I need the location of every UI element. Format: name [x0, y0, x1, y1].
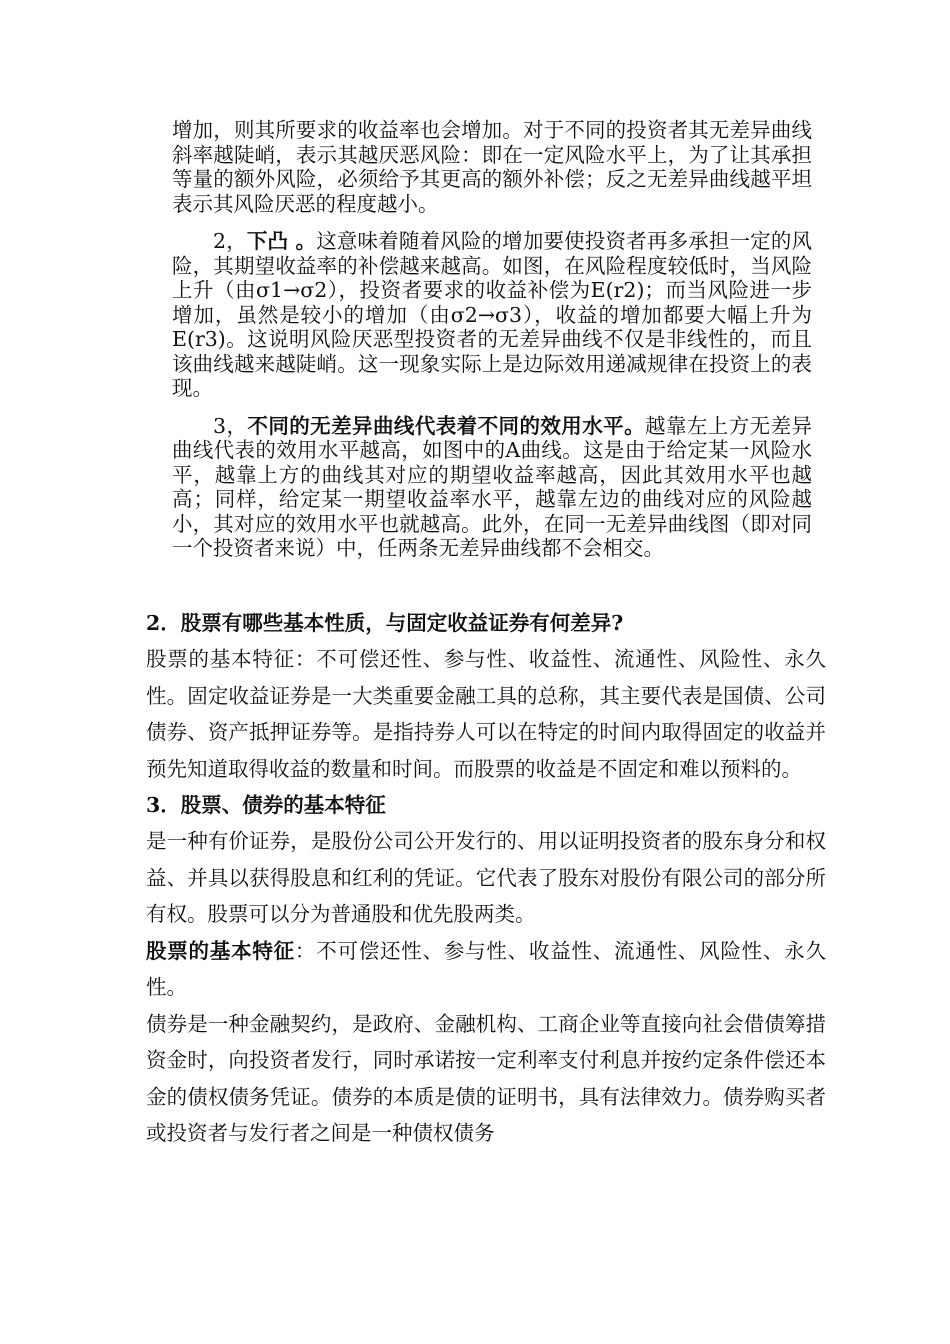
- item-number: 2，: [213, 229, 247, 253]
- stock-features-paragraph: [146, 933, 826, 1006]
- paragraph-convex: [172, 229, 812, 401]
- main-body: [146, 605, 826, 1152]
- stock-features-label: 股票的基本特征: [146, 938, 295, 963]
- indifference-curve-section: [172, 118, 812, 574]
- item-bold-title: 下凸 。: [246, 229, 317, 253]
- item-bold-title: 不同的无差异曲线代表着不同的效用水平。: [247, 413, 646, 438]
- paragraph-risk-aversion: 增加，则其所要求的收益率也会增加。对于不同的投资者其无差异曲线斜率越陡峭，表示其越厌恶风险：即在一定风险水平上，为了让其承担等量的额外风险，必须给予其更高的额外补偿；反之无差异曲线越平坦表示其风险厌恶的程度越小。: [172, 118, 812, 216]
- item-number: 3，: [213, 413, 248, 438]
- item-text: 这意味着随着风险的增加要使投资者再多承担一定的风险，其期望收益率的补偿越来越高。如图，在风险程度较低时，当风险上升（由σ1→σ2），投资者要求的收益补偿为E(r2)；而当风险进一步增加，虽然是较小的增加（由σ2→σ3），收益的增加都要大幅上升为E(r3)。这说明风险厌恶型投资者的无差异曲线不仅是非线性的，而且该曲线越来越陡峭。这一现象实际上是边际效用递减规律在投资上的表现。: [172, 229, 813, 400]
- answer-paragraph-2: 股票的基本特征：不可偿还性、参与性、收益性、流通性、风险性、永久性。固定收益证券是一大类重要金融工具的总称，其主要代表是国债、公司债券、资产抵押证券等。是指持券人可以在特定的时间内取得固定的收益并预先知道取得收益的数量和时间。而股票的收益是不固定和难以预料的。: [146, 647, 826, 781]
- question-heading-2: 2．股票有哪些基本性质，与固定收益证券有何差异?: [146, 611, 624, 635]
- question-heading-3: 3．股票、债券的基本特征: [146, 793, 386, 817]
- stock-features-text: ：不可偿还性、参与性、收益性、流通性、风险性、永久性。: [146, 938, 827, 999]
- stock-definition-paragraph: 是一种有价证券，是股份公司公开发行的、用以证明投资者的股东身分和权益、并具以获得股息和红利的凭证。它代表了股东对股份有限公司的部分所有权。股票可以分为普通股和优先股两类。: [146, 829, 826, 926]
- item-text: 越靠左上方无差异曲线代表的效用水平越高，如图中的A曲线。这是由于给定某一风险水平，越靠上方的曲线其对应的期望收益率越高，因此其效用水平也越高；同样，给定某一期望收益率水平，越靠左边的曲线对应的风险越小，其对应的效用水平也就越高。此外，在同一无差异曲线图（即对同一个投资者来说）中，任两条无差异曲线都不会相交。: [172, 413, 813, 560]
- paragraph-utility-levels: [172, 414, 812, 561]
- bond-definition-paragraph: 债券是一种金融契约，是政府、金融机构、工商企业等直接向社会借债筹措资金时，向投资者发行，同时承诺按一定利率支付利息并按约定条件偿还本金的债权债务凭证。债券的本质是债的证明书，具有法律效力。债券购买者或投资者与发行者之间是一种债权债务: [146, 1011, 826, 1145]
